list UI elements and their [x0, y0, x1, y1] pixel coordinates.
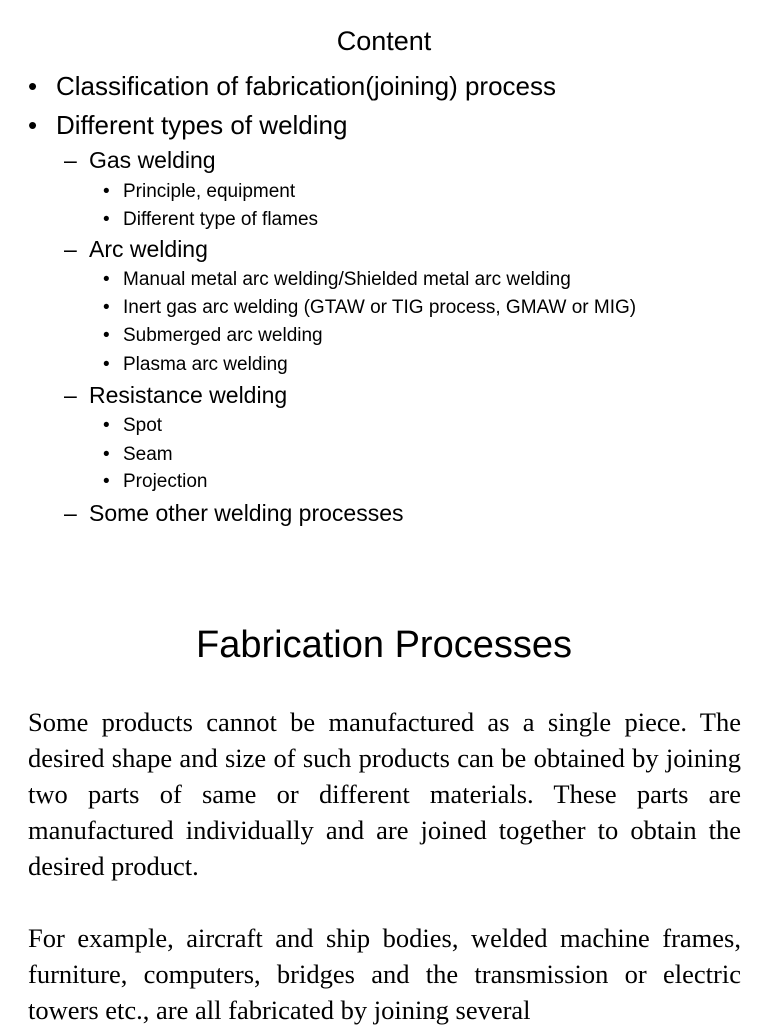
dash-marker: – — [64, 147, 77, 173]
bullet-marker: • — [103, 471, 110, 492]
bullet-text: Different types of welding — [56, 110, 348, 140]
sub-item-resistance-welding — [64, 381, 287, 409]
paragraph-intro: Some products cannot be manufactured as a single piece. The desired shape and size of such products can be obtained by joining two parts of same or different materials. These parts are manufactured individually and are joined together to obtain the desired product. — [28, 707, 741, 881]
bullet-marker: • — [28, 71, 38, 101]
bullet-marker: • — [103, 444, 110, 465]
sub-item-text: Gas welding — [89, 147, 216, 173]
sub-sub-item-text: Seam — [123, 444, 173, 465]
bullet-marker: • — [103, 354, 110, 375]
sub-sub-item-text: Projection — [123, 471, 208, 492]
sub-sub-item — [103, 208, 318, 232]
sub-item-other-welding — [64, 499, 404, 527]
sub-item-text: Arc welding — [89, 236, 208, 262]
bullet-marker: • — [28, 110, 38, 140]
sub-item-text: Resistance welding — [89, 382, 288, 408]
sub-sub-item — [103, 414, 162, 438]
sub-sub-item — [103, 470, 208, 494]
sub-sub-item-text: Submerged arc welding — [123, 325, 323, 346]
dash-marker: – — [64, 500, 77, 526]
bullet-marker: • — [103, 297, 110, 318]
sub-sub-item — [103, 296, 636, 320]
bullet-item-welding-types — [28, 109, 347, 141]
sub-sub-item — [103, 268, 571, 292]
bullet-marker: • — [103, 269, 110, 290]
fabrication-slide — [0, 600, 768, 1024]
sub-sub-item-text: Manual metal arc welding/Shielded metal arc welding — [123, 269, 571, 290]
sub-sub-item — [103, 180, 295, 204]
sub-item-text: Some other welding processes — [89, 500, 404, 526]
sub-sub-item-text: Inert gas arc welding (GTAW or TIG process, GMAW or MIG) — [123, 297, 637, 318]
sub-item-arc-welding — [64, 235, 208, 263]
sub-sub-item-text: Different type of flames — [123, 209, 319, 230]
sub-sub-item — [103, 324, 323, 348]
sub-sub-item-text: Plasma arc welding — [123, 354, 288, 375]
dash-marker: – — [64, 382, 77, 408]
sub-sub-item — [103, 443, 173, 467]
dash-marker: – — [64, 236, 77, 262]
bullet-marker: • — [103, 325, 110, 346]
bullet-text: Classification of fabrication(joining) process — [56, 71, 557, 101]
bullet-marker: • — [103, 209, 110, 230]
sub-sub-item — [103, 353, 288, 377]
sub-item-gas-welding — [64, 146, 216, 174]
bullet-marker: • — [103, 415, 110, 436]
sub-sub-item-text: Spot — [123, 415, 163, 436]
paragraph-example: For example, aircraft and ship bodies, welded machine frames, furniture, computers, bridges and the transmission or electric towers etc., are all fabricated by joining several — [28, 923, 741, 1025]
bullet-item-classification — [28, 70, 556, 102]
fabrication-title: Fabrication Processes — [196, 624, 572, 666]
content-title: Content — [336, 26, 432, 56]
sub-sub-item-text: Principle, equipment — [123, 181, 296, 202]
bullet-marker: • — [103, 181, 110, 202]
